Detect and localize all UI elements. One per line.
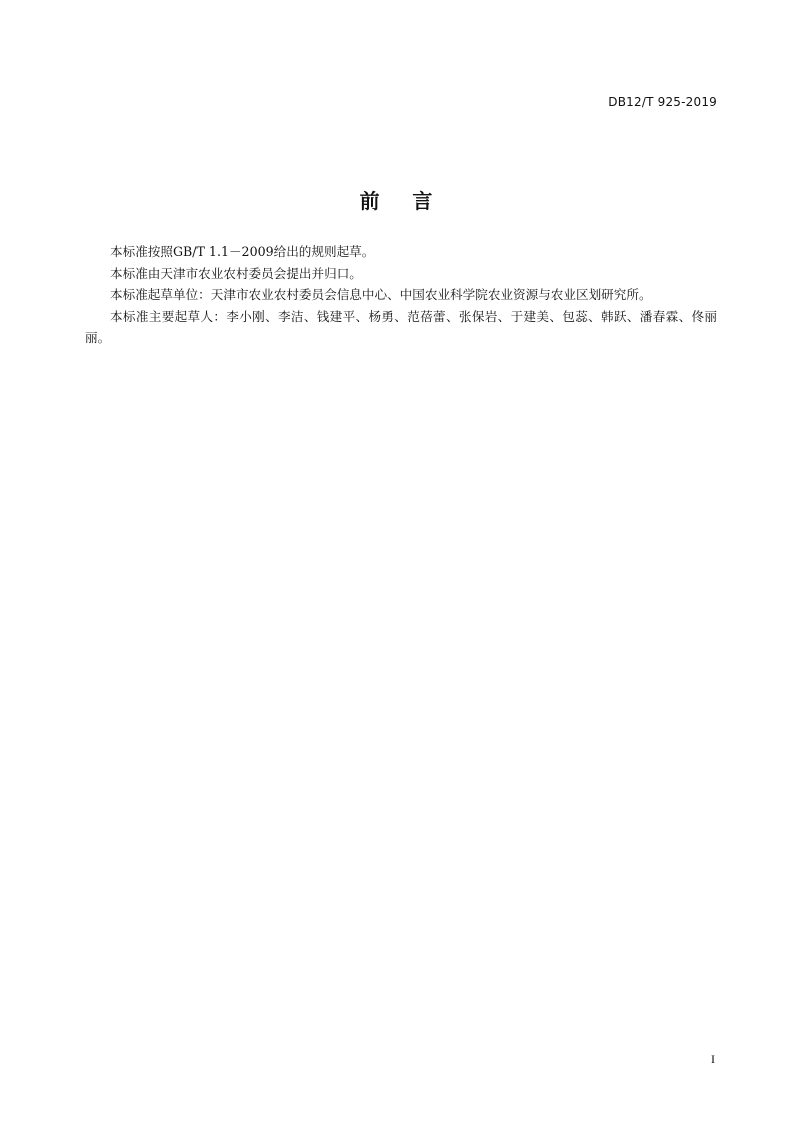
preface-body — [85, 241, 717, 349]
paragraph-drafting-units: 本标准起草单位：天津市农业农村委员会信息中心、中国农业科学院农业资源与农业区划研究所。 — [110, 287, 652, 302]
page-number: I — [711, 1052, 715, 1066]
document-code: DB12/T 925-2019 — [608, 95, 717, 109]
paragraph-drafters: 本标准主要起草人：李小刚、李洁、钱建平、杨勇、范蓓蕾、张保岩、于建美、包蕊、韩跃、潘春霖、佟丽丽。 — [85, 308, 717, 345]
paragraph-drafting-rules: 本标准按照GB/T 1.1－2009给出的规则起草。 — [110, 244, 375, 259]
paragraph-proposer: 本标准由天津市农业农村委员会提出并归口。 — [110, 265, 362, 281]
page-title: 前 言 — [359, 189, 434, 214]
